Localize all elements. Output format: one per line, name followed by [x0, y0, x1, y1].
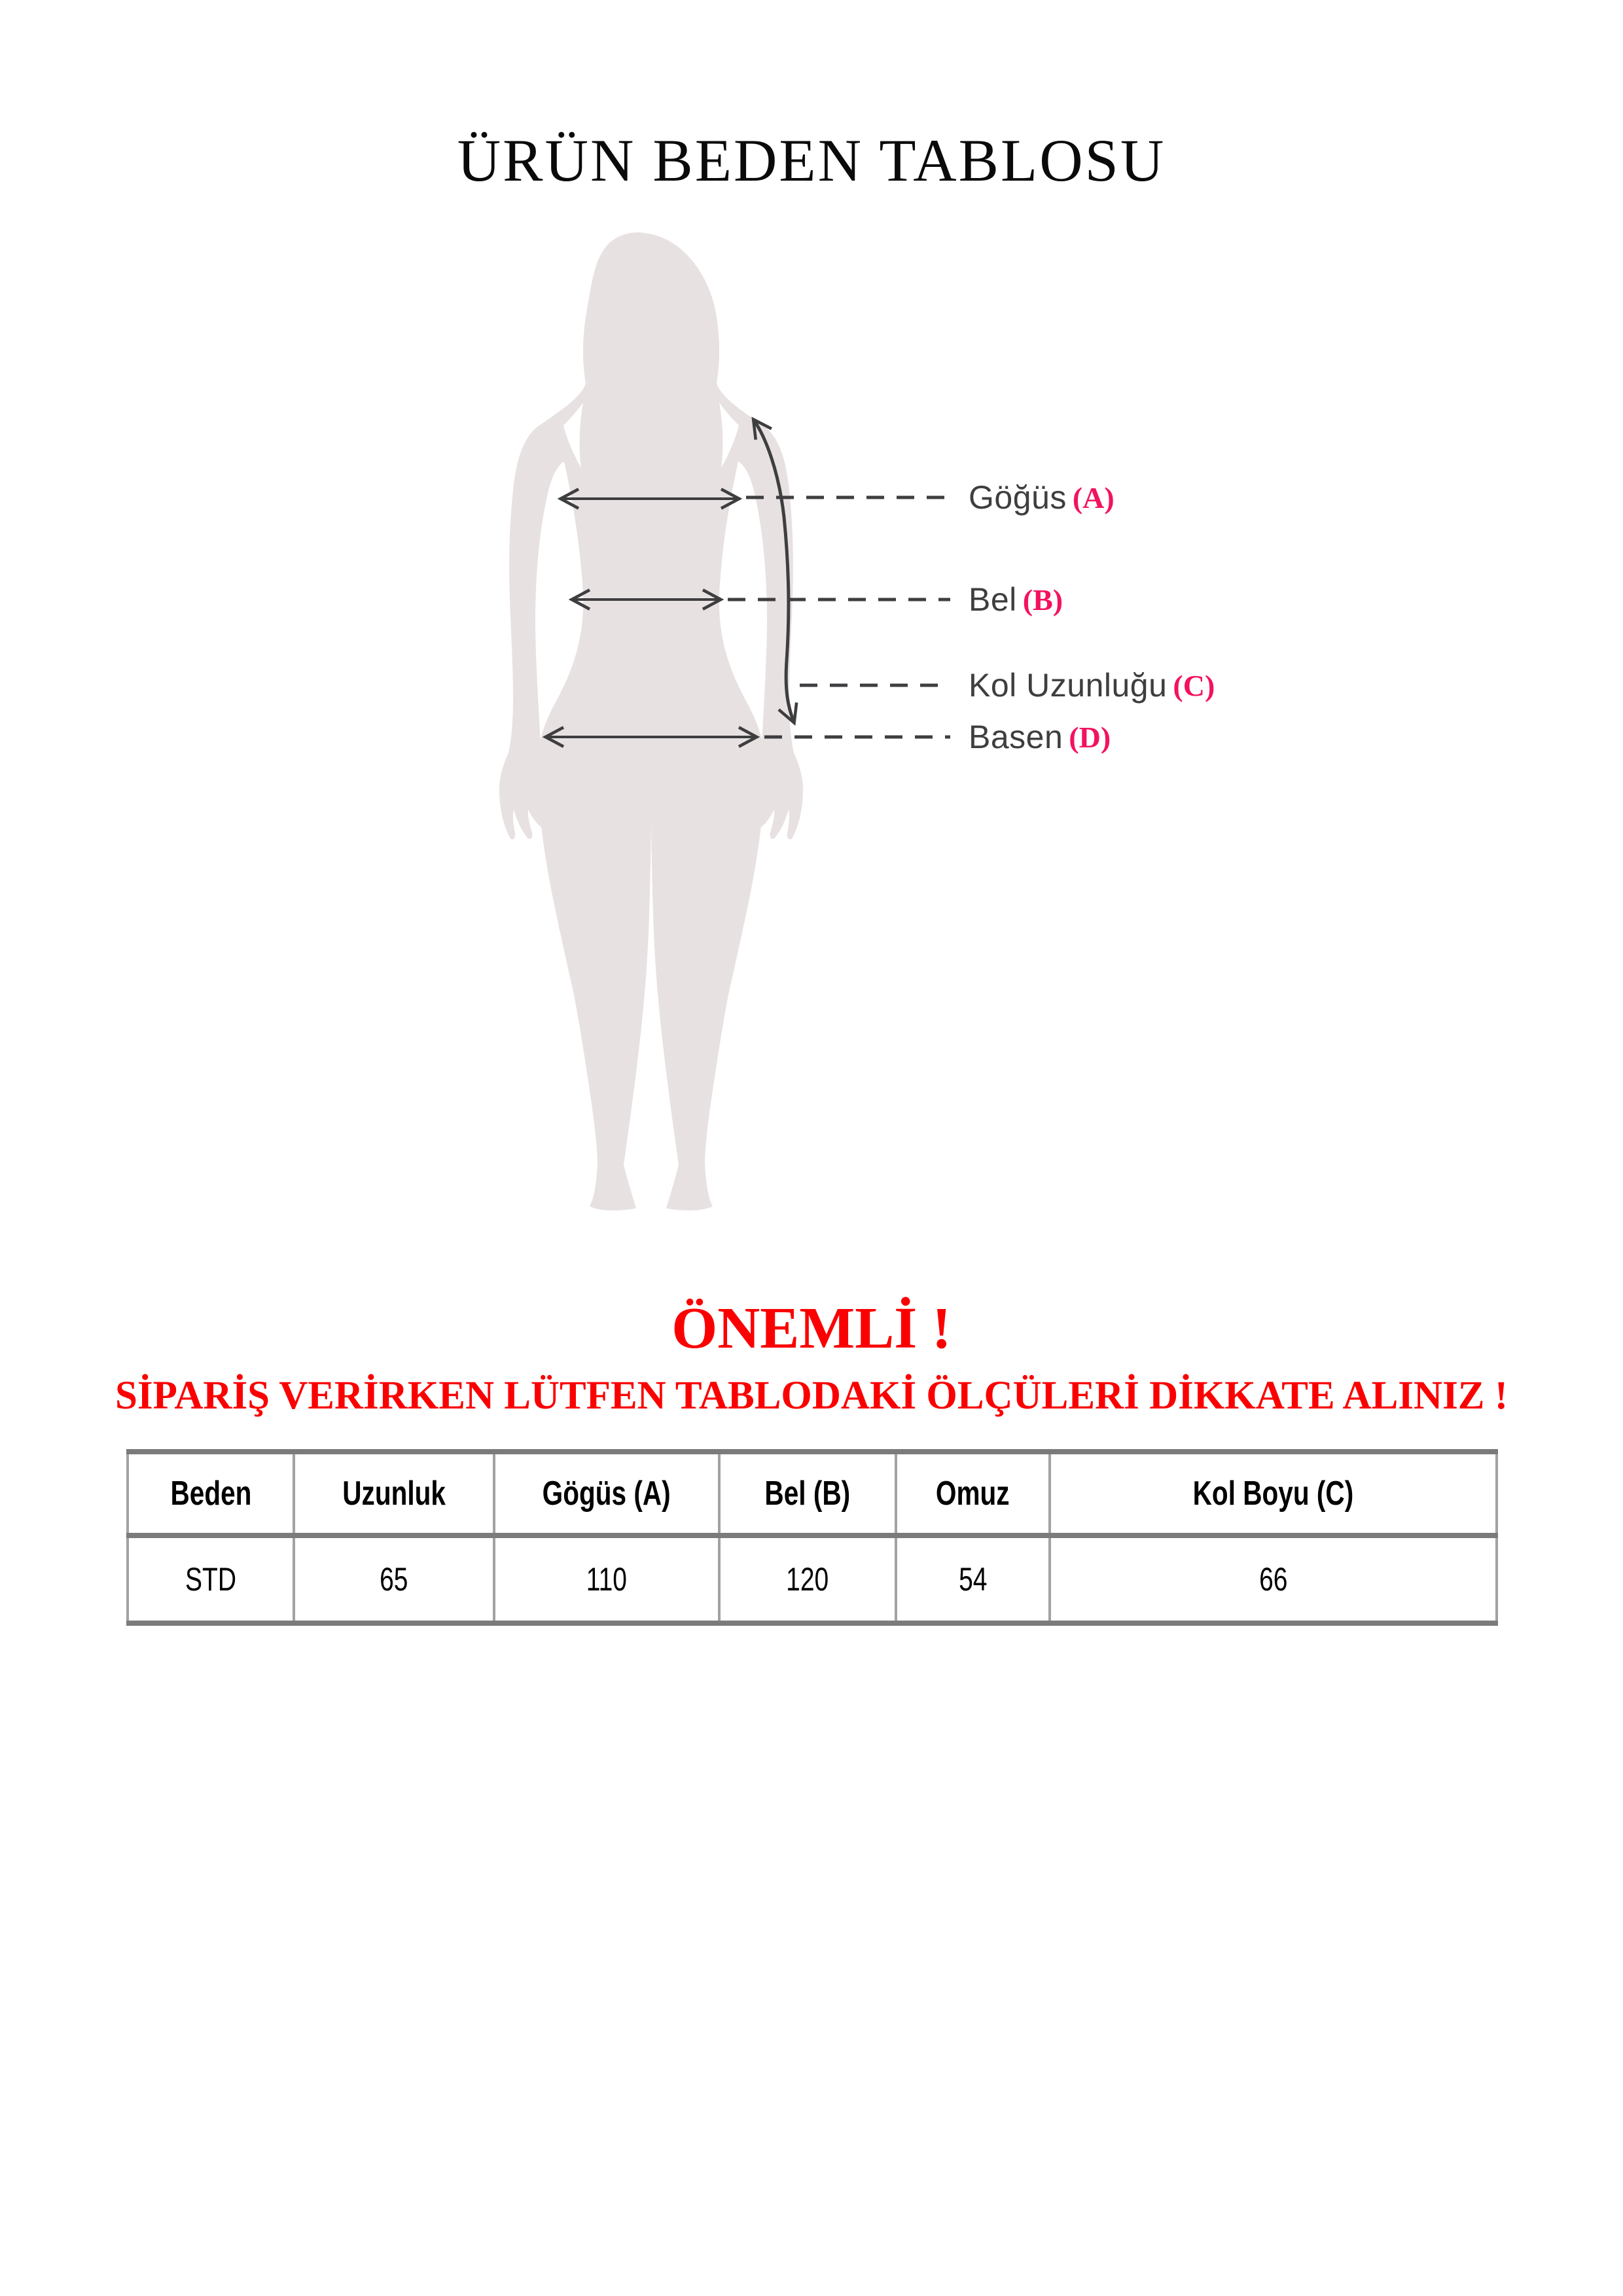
warning-heading: ÖNEMLİ ! [671, 1296, 952, 1361]
warning-text: SİPARİŞ VERİRKEN LÜTFEN TABLODAKİ ÖLÇÜLERİ DİKKATE ALINIZ ! [115, 1374, 1508, 1418]
size-table-row [128, 1535, 1497, 1623]
cell-uzunluk: 65 [294, 1535, 494, 1623]
measurement-name: Basen [969, 719, 1063, 755]
cell-bel: 120 [719, 1535, 896, 1623]
measurement-code: (C) [1173, 668, 1215, 702]
measurement-code: (B) [1022, 583, 1063, 617]
measurement-name: Göğüs [969, 479, 1067, 516]
col-header-bel: Bel (B) [719, 1452, 896, 1535]
size-table-header-row [128, 1452, 1497, 1535]
col-header-beden: Beden [128, 1452, 294, 1535]
col-header-uzunluk: Uzunluk [294, 1452, 494, 1535]
measurement-label-hip [969, 718, 1111, 756]
cell-gogus: 110 [494, 1535, 719, 1623]
measurement-name: Bel [969, 581, 1017, 618]
col-header-gogus: Gögüs (A) [494, 1452, 719, 1535]
measurement-label-arm [969, 666, 1215, 704]
size-table [126, 1449, 1498, 1626]
measurement-code: (A) [1072, 480, 1115, 514]
body-silhouette [499, 232, 803, 1210]
col-header-kol-boyu: Kol Boyu (C) [1050, 1452, 1497, 1535]
page-title: ÜRÜN BEDEN TABLOSU [457, 127, 1166, 194]
col-header-omuz: Omuz [896, 1452, 1050, 1535]
cell-omuz: 54 [896, 1535, 1050, 1623]
cell-kol-boyu: 66 [1050, 1535, 1497, 1623]
measurement-name: Kol Uzunluğu [969, 667, 1168, 704]
measurement-label-chest [969, 478, 1115, 516]
measurement-code: (D) [1069, 720, 1111, 754]
measurement-label-waist [969, 581, 1063, 619]
cell-beden: STD [128, 1535, 294, 1623]
